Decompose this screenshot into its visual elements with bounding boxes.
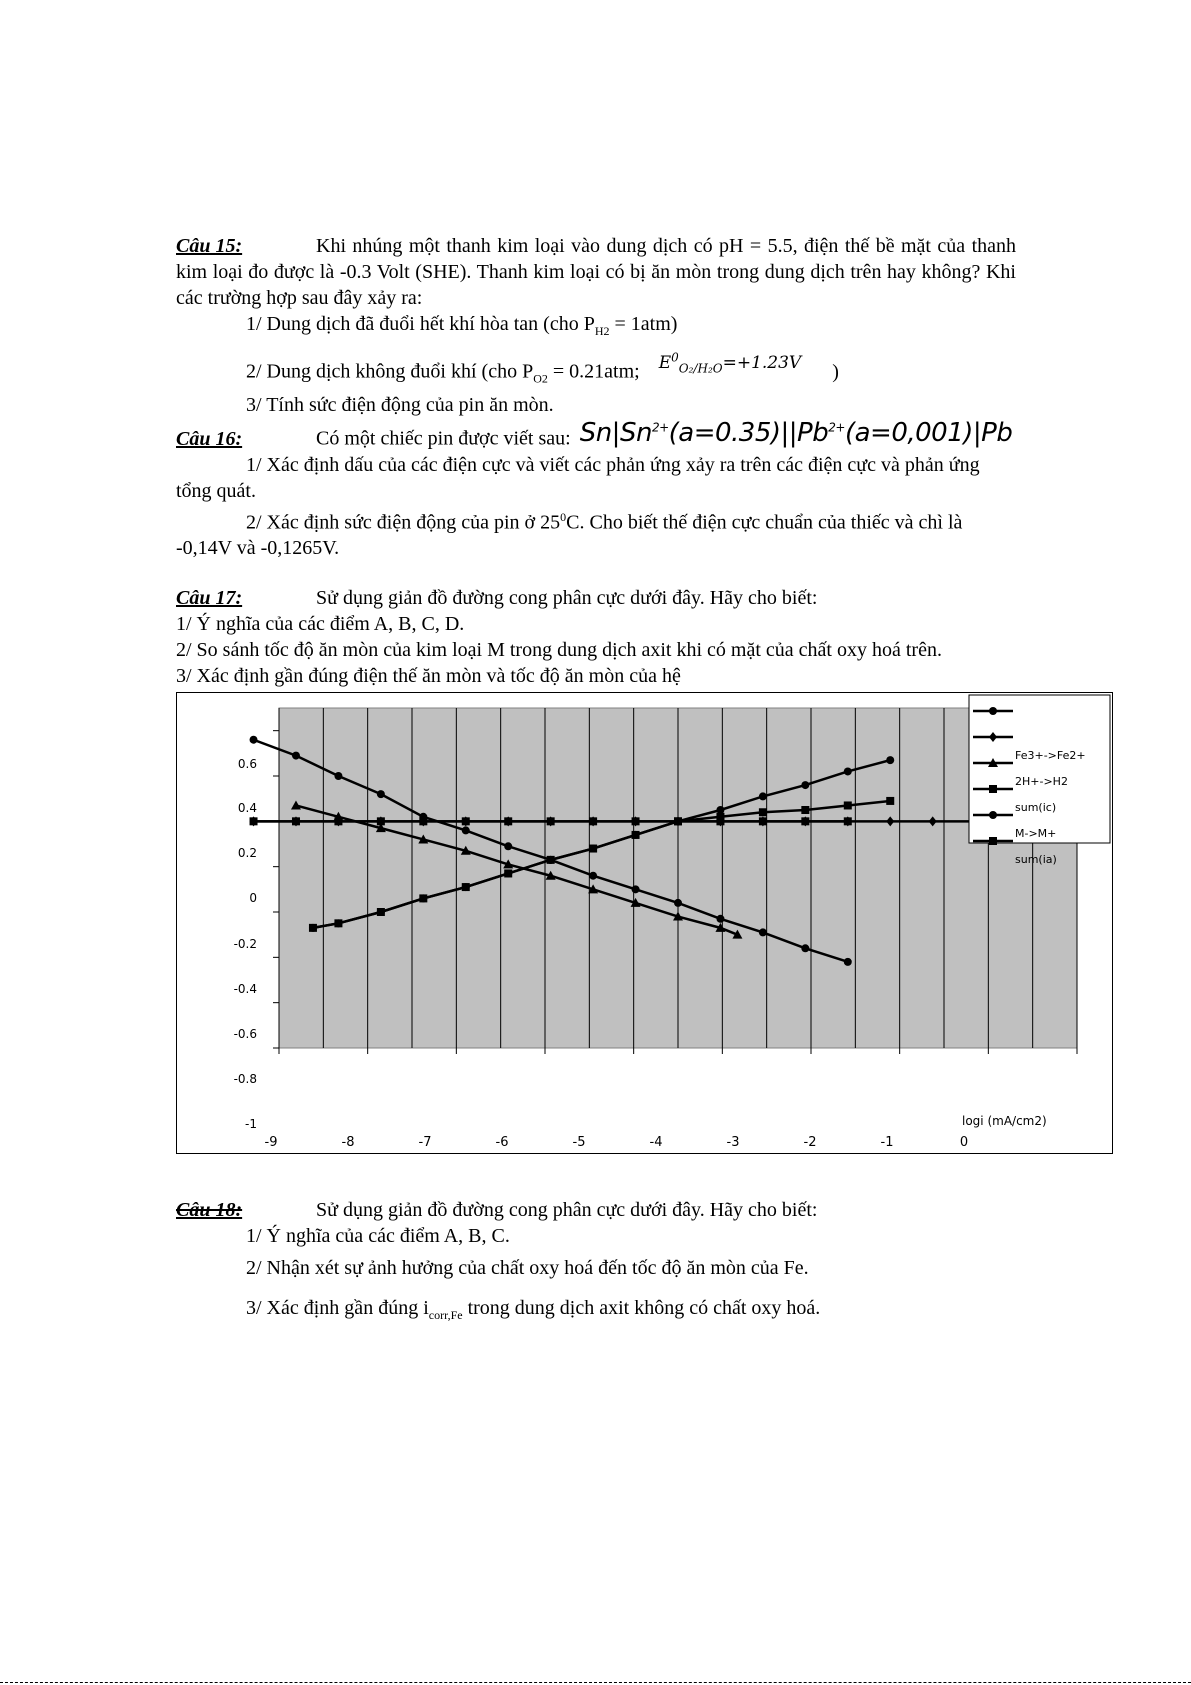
q18-intro: Sử dụng giản đồ đường cong phân cực dưới đây. Hãy cho biết: [316, 1199, 818, 1221]
y-tick-label: -0.6 [233, 1027, 257, 1041]
legend-label: sum(ic) [1015, 801, 1057, 814]
legend-label: Fe3+->Fe2+ [1015, 749, 1086, 762]
q18-item-3 [176, 1295, 1016, 1328]
data-point-square [250, 817, 258, 825]
data-point-square [589, 845, 597, 853]
q16-item2-post: C. Cho biết thế điện cực chuẩn của thiếc và chì là -0,14V và -0,1265V. [176, 511, 963, 560]
question-18 [176, 1197, 1016, 1328]
data-point-square [759, 817, 767, 825]
data-point-circle [801, 944, 809, 952]
data-point-circle [377, 790, 385, 798]
data-point-square [801, 806, 809, 814]
q18-item3-pre: 3/ Xác định gần đúng i [246, 1297, 429, 1319]
q16-heading: Câu 16: [176, 427, 243, 450]
data-point-square [844, 817, 852, 825]
cell-sup-b: 2+ [828, 420, 845, 434]
data-point-square [292, 817, 300, 825]
data-point-square [377, 908, 385, 916]
data-point-square [504, 869, 512, 877]
data-point-circle [632, 885, 640, 893]
question-17 [176, 585, 1016, 689]
q17-item-1: 1/ Ý nghĩa của các điểm A, B, C, D. [176, 613, 465, 635]
data-point-square [462, 817, 470, 825]
q15-item2-close: ) [832, 360, 839, 383]
q18-item3-sub: corr,Fe [428, 1308, 463, 1322]
data-point-square [589, 817, 597, 825]
data-point-circle [844, 958, 852, 966]
data-point-square [886, 797, 894, 805]
data-point-circle [716, 915, 724, 923]
q16-item2-sup: 0 [560, 509, 567, 524]
q17-heading: Câu 17: [176, 587, 243, 609]
q16-item-1: 1/ Xác định dấu của các điện cực và viết các phản ứng xảy ra trên các điện cực và phản ứng tổng quát. [176, 453, 980, 502]
x-tick-label: -7 [418, 1135, 432, 1150]
data-point-square [504, 817, 512, 825]
data-point-square [377, 817, 385, 825]
polarization-chart [176, 692, 1113, 1154]
data-point-circle [801, 781, 809, 789]
legend-label: M->M+ [1015, 827, 1057, 840]
q18-item-1: 1/ Ý nghĩa của các điểm A, B, C. [246, 1225, 510, 1247]
cell-part-a: Sn|Sn [579, 417, 652, 448]
data-point-square [632, 831, 640, 839]
q18-heading: Câu 18: [176, 1199, 243, 1221]
q15-item2-text: 2/ Dung dịch không đuổi khí (cho P [246, 360, 534, 383]
data-point-circle [716, 806, 724, 814]
question-15 [176, 233, 1016, 418]
q17-intro-line [176, 585, 1016, 611]
data-point-circle [462, 826, 470, 834]
data-point-circle [504, 842, 512, 850]
question-16 [176, 418, 1016, 561]
cell-part-b: (a=0.35)||Pb [668, 417, 829, 448]
data-point-circle [250, 736, 258, 744]
x-tick-label: 0 [959, 1135, 969, 1150]
q15-item-3: 3/ Tính sức điện động của pin ăn mòn. [246, 393, 554, 416]
data-point-square [334, 919, 342, 927]
q15-intro-paragraph [176, 233, 1016, 311]
data-point-circle [759, 928, 767, 936]
data-point-square [419, 817, 427, 825]
polarization-chart-svg [177, 693, 1112, 1153]
q17-item-3: 3/ Xác định gần đúng điện thế ăn mòn và tốc độ ăn mòn của hệ [176, 665, 681, 687]
cell-part-c: (a=0,001)|Pb [844, 417, 1013, 448]
y-tick-label: 0.4 [237, 801, 257, 815]
data-point-circle [759, 792, 767, 800]
data-point-square [334, 817, 342, 825]
x-tick-label: -5 [572, 1135, 586, 1150]
q15-item1-sub: H2 [594, 324, 610, 338]
formula-value: =+1.23V [722, 352, 802, 373]
q16-item-2 [176, 504, 1016, 562]
data-point-square [547, 856, 555, 864]
data-point-square [989, 837, 997, 845]
q18-item-2: 2/ Nhận xét sự ảnh hưởng của chất oxy hoá đến tốc độ ăn mòn của Fe. [246, 1257, 809, 1279]
q18-item3-post: trong dung dịch axit không có chất oxy hoá. [462, 1297, 821, 1319]
x-tick-label: -8 [341, 1135, 355, 1150]
data-point-square [462, 883, 470, 891]
q15-item1-text: 1/ Dung dịch đã đuổi hết khí hòa tan (cho P [246, 313, 595, 335]
q16-intro: Có một chiếc pin được viết sau: [316, 427, 571, 450]
data-point-square [547, 817, 555, 825]
galvanic-cell-notation [580, 418, 1013, 448]
data-point-circle [844, 767, 852, 775]
q15-item1-post: = 1atm) [609, 313, 678, 335]
data-point-square [632, 817, 640, 825]
q16-intro-line [176, 418, 1016, 452]
y-tick-label: 0.2 [237, 846, 257, 860]
x-tick-label: -2 [803, 1135, 817, 1150]
y-tick-label: 0.6 [237, 757, 257, 771]
data-point-square [989, 785, 997, 793]
data-point-circle [989, 811, 997, 819]
y-tick-label: -1 [245, 1117, 257, 1131]
x-tick-label: -3 [726, 1135, 740, 1150]
data-point-square [716, 813, 724, 821]
data-point-square [759, 808, 767, 816]
page-footer-rule [0, 1682, 1191, 1683]
data-point-circle [589, 872, 597, 880]
q15-heading: Câu 15: [176, 235, 243, 257]
data-point-circle [989, 707, 997, 715]
equilibrium-potential-formula [658, 350, 802, 376]
y-tick-label: -0.2 [233, 937, 257, 951]
y-tick-label: -0.8 [233, 1072, 257, 1086]
data-point-square [419, 894, 427, 902]
x-tick-label: -4 [649, 1135, 663, 1150]
formula-E: E [658, 352, 672, 373]
q17-item-2: 2/ So sánh tốc độ ăn mòn của kim loại M trong dung dịch axit khi có mặt của chất oxy hoá trên. [176, 639, 942, 661]
data-point-circle [674, 899, 682, 907]
x-tick-label: -9 [264, 1135, 278, 1150]
q15-item2-sub: O2 [533, 371, 548, 386]
data-point-circle [886, 756, 894, 764]
data-point-square [844, 801, 852, 809]
q17-intro: Sử dụng giản đồ đường cong phân cực dưới đây. Hãy cho biết: [316, 587, 818, 609]
legend-box [969, 695, 1110, 843]
x-tick-label: -1 [880, 1135, 894, 1150]
data-point-square [801, 817, 809, 825]
x-tick-label: -6 [495, 1135, 509, 1150]
q16-item2-pre: 2/ Xác định sức điện động của pin ở 25 [246, 511, 561, 534]
y-tick-label: 0 [249, 891, 257, 905]
legend-label: 2H+->H2 [1015, 775, 1068, 788]
q15-item-1 [176, 311, 1016, 344]
formula-sup: 0 [671, 350, 679, 364]
y-tick-label: -0.4 [233, 982, 257, 996]
q15-item-2 [176, 350, 1016, 392]
legend-label: sum(ia) [1015, 853, 1057, 866]
data-point-square [674, 817, 682, 825]
data-point-square [309, 924, 317, 932]
q15-intro: Khi nhúng một thanh kim loại vào dung dịch có pH = 5.5, điện thế bề mặt của thanh kim loại đo được là -0.3 Volt (SHE). Thanh kim loại có bị ăn mòn trong dung dịch trên hay không? Khi các trường hợp sau đây xảy ra: [176, 235, 1016, 309]
q15-item2-mid: = 0.21atm; [547, 360, 640, 383]
data-point-circle [334, 772, 342, 780]
x-axis-label: logi (mA/cm2) [962, 1114, 1047, 1128]
q18-intro-line [176, 1197, 1016, 1223]
formula-sub: O₂/H₂O [678, 361, 723, 376]
data-point-circle [292, 752, 300, 760]
cell-sup-a: 2+ [651, 420, 669, 434]
